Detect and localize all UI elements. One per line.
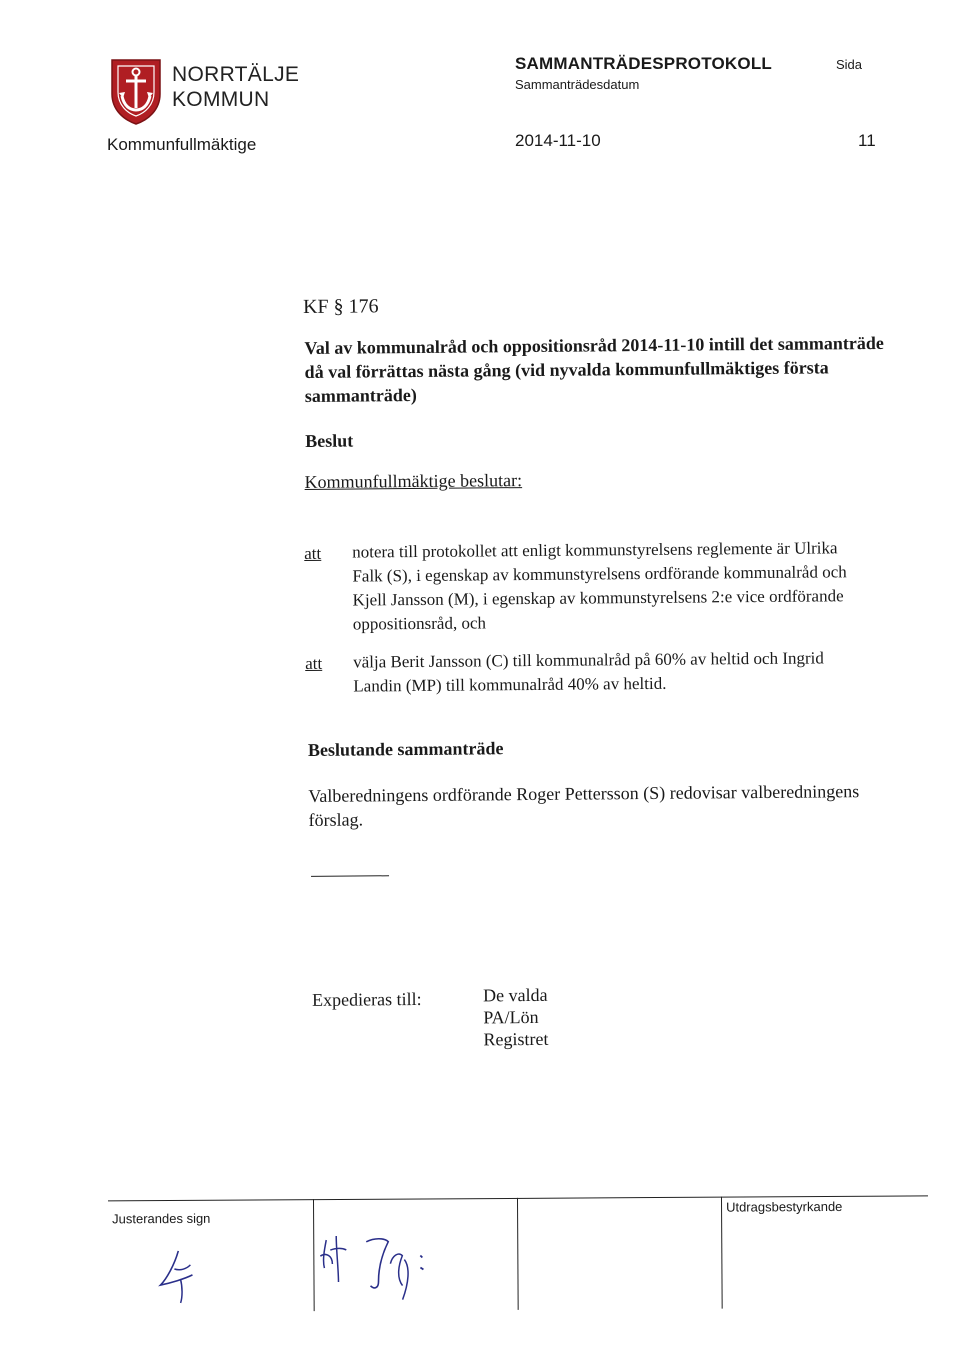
page-number: 11	[858, 131, 876, 150]
footer-column-divider	[517, 1198, 519, 1310]
meeting-date-label: Sammanträdesdatum	[515, 77, 640, 92]
meeting-heading: Beslutande sammanträde	[307, 738, 504, 760]
initials-drawing	[140, 1215, 481, 1317]
body-name: Kommunfullmäktige	[107, 135, 257, 154]
dispatch-recipient: PA/Lön	[483, 1006, 539, 1028]
document-type: SAMMANTRÄDESPROTOKOLL	[515, 54, 772, 73]
decision-item-marker: att	[305, 653, 323, 673]
decision-heading: Beslut	[305, 430, 354, 451]
section-reference: KF § 176	[302, 295, 379, 318]
organization-name-line-2: KOMMUN	[172, 88, 270, 111]
section-title-line: sammanträde)	[304, 384, 417, 406]
decision-intro: Kommunfullmäktige beslutar:	[304, 470, 523, 492]
decision-item-line: notera till protokollet att enligt kommunstyrelsens reglemente är Ulrika	[352, 538, 838, 562]
decision-item-line: oppositionsråd, och	[352, 613, 487, 634]
handwritten-initials	[140, 1215, 481, 1317]
dispatch-recipient: Registret	[483, 1028, 549, 1050]
dispatch-recipient: De valda	[482, 984, 548, 1006]
section-title-line: då val förrättas nästa gång (vid nyvalda kommunfullmäktiges första	[304, 357, 829, 382]
decision-item-line: välja Berit Jansson (C) till kommunalråd på 60% av heltid och Ingrid	[353, 648, 824, 672]
organization-name-line-1: NORRTÄLJE	[172, 63, 300, 86]
section-title-line: Val av kommunalråd och oppositionsråd 2014-11-10 intill det sammanträde	[304, 332, 884, 358]
certification-label: Utdragsbestyrkande	[726, 1198, 843, 1215]
decision-item-line: Falk (S), i egenskap av kommunstyrelsens ordförande kommunalråd och	[352, 562, 847, 586]
meeting-text-line: förslag.	[308, 809, 364, 830]
dispatch-label: Expedieras till:	[312, 988, 422, 1010]
meeting-date: 2014-11-10	[515, 131, 601, 150]
page-label: Sida	[836, 57, 863, 72]
footer-column-divider	[721, 1197, 723, 1309]
decision-item-marker: att	[304, 543, 322, 563]
signature-label: Justerandes sign	[112, 1210, 211, 1227]
meeting-text-line: Valberedningens ordförande Roger Pettersson (S) redovisar valberedningens	[308, 781, 860, 806]
decision-item-line: Landin (MP) till kommunalråd 40% av heltid.	[353, 673, 667, 696]
decision-item-line: Kjell Jansson (M), i egenskap av kommunstyrelsens 2:e vice ordförande	[352, 586, 844, 610]
